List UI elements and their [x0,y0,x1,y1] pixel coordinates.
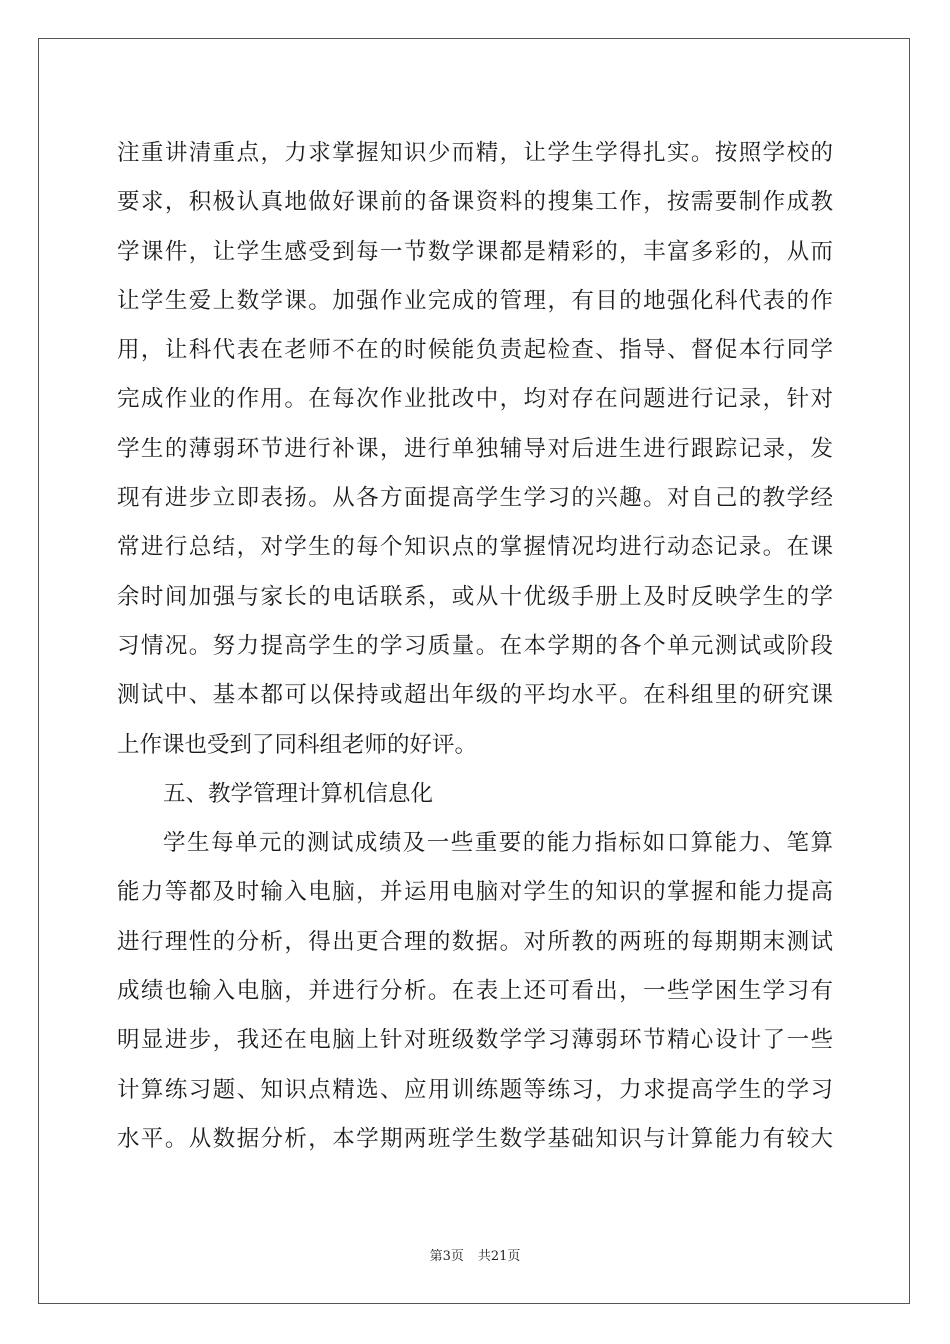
text-line: 学生每单元的测试成绩及一些重要的能力指标如口算能力、笔算 [163,830,833,857]
text-line: 余时间加强与家长的电话联系，或从十优级手册上及时反映学生的学 [117,583,833,610]
text-line: 完成作业的作用。在每次作业批改中，均对存在问题进行记录，针对 [117,386,833,413]
text-line: 现有进步立即表扬。从各方面提高学生学习的兴趣。对自己的教学经 [117,485,833,512]
text-line: 用，让科代表在老师不在的时候能负责起检查、指导、督促本行同学 [117,337,833,364]
text-line: 要求，积极认真地做好课前的备课资料的搜集工作，按需要制作成教 [117,189,833,216]
document-body [117,129,833,1164]
text-line: 水平。从数据分析，本学期两班学生数学基础知识与计算能力有较大 [117,1125,833,1152]
text-line: 明显进步，我还在电脑上针对班级数学学习薄弱环节精心设计了一些 [117,1027,833,1054]
page-total: 共21页 [477,1249,521,1264]
page-footer [0,1245,950,1264]
text-line: 进行理性的分析，得出更合理的数据。对所教的两班的每期期末测试 [117,928,833,955]
text-line: 能力等都及时输入电脑，并运用电脑对学生的知识的掌握和能力提高 [117,879,833,906]
text-line: 上作课也受到了同科组老师的好评。 [117,731,478,758]
text-line: 计算练习题、知识点精选、应用训练题等练习，力求提高学生的学习 [117,1076,833,1103]
text-line: 测试中、基本都可以保持或超出年级的平均水平。在科组里的研究课 [117,682,833,709]
text-line: 注重讲清重点，力求掌握知识少而精，让学生学得扎实。按照学校的 [117,140,833,166]
text-line: 成绩也输入电脑，并进行分析。在表上还可看出，一些学困生学习有 [117,978,833,1005]
section-heading: 五、教学管理计算机信息化 [163,780,434,807]
text-line: 学生的薄弱环节进行补课，进行单独辅导对后进生进行跟踪记录，发 [117,435,833,462]
text-line: 学课件，让学生感受到每一节数学课都是精彩的，丰富多彩的，从而 [117,238,833,265]
page-number: 第3页 [429,1249,464,1264]
text-line: 让学生爱上数学课。加强作业完成的管理，有目的地强化科代表的作 [117,287,833,314]
text-line: 常进行总结，对学生的每个知识点的掌握情况均进行动态记录。在课 [117,534,833,561]
text-line: 习情况。努力提高学生的学习质量。在本学期的各个单元测试或阶段 [117,632,833,659]
